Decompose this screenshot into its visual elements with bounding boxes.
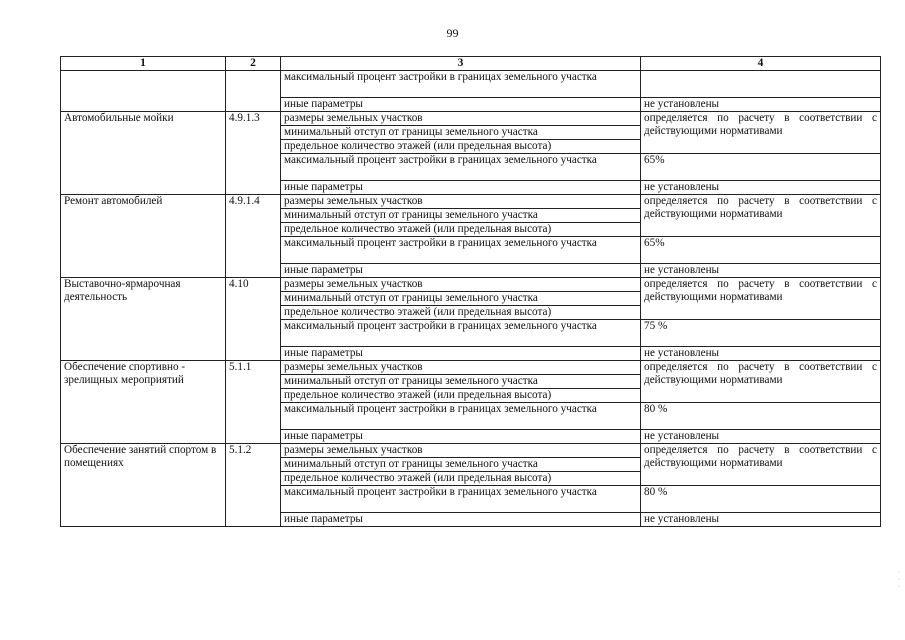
use-name-cell [61,71,226,112]
param-cell: размеры земельных участков [281,278,641,292]
param-cell: предельное количество этажей (или предельная высота) [281,223,641,237]
value-cell: не установлены [641,430,881,444]
value-cell: не установлены [641,347,881,361]
param-cell: иные параметры [281,513,641,527]
value-cell: не установлены [641,181,881,195]
scan-margin-marks: · · · [898,570,900,590]
param-cell: максимальный процент застройки в границах земельного участка [281,486,641,513]
param-cell: иные параметры [281,264,641,278]
header-row [61,57,881,71]
header-col-3: 3 [281,57,641,71]
value-cell: 75 % [641,320,881,347]
table-row [61,278,881,292]
param-cell: максимальный процент застройки в границах земельного участка [281,237,641,264]
use-code-cell: 4.10 [226,278,281,361]
param-cell: максимальный процент застройки в границах земельного участка [281,154,641,181]
param-cell: минимальный отступ от границы земельного участка [281,292,641,306]
value-cell: определяется по расчету в соответствии с действующими нормативами [641,278,881,320]
param-cell: минимальный отступ от границы земельного участка [281,209,641,223]
value-cell: определяется по расчету в соответствии с действующими нормативами [641,112,881,154]
param-cell: максимальный процент застройки в границах земельного участка [281,403,641,430]
param-cell: размеры земельных участков [281,361,641,375]
value-cell: не установлены [641,513,881,527]
param-cell: иные параметры [281,98,641,112]
param-cell: размеры земельных участков [281,444,641,458]
use-name-cell: Ремонт автомобилей [61,195,226,278]
param-cell: предельное количество этажей (или предельная высота) [281,472,641,486]
use-code-cell [226,71,281,112]
param-cell: предельное количество этажей (или предельная высота) [281,306,641,320]
value-cell: не установлены [641,98,881,112]
use-code-cell: 5.1.2 [226,444,281,527]
use-name-cell: Выставочно-ярмарочная деятельность [61,278,226,361]
param-cell: иные параметры [281,430,641,444]
table-row [61,195,881,209]
param-cell: минимальный отступ от границы земельного участка [281,458,641,472]
table-row [61,71,881,98]
header-col-4: 4 [641,57,881,71]
header-col-2: 2 [226,57,281,71]
page-number: 99 [446,26,459,40]
table-row [61,361,881,375]
param-cell: предельное количество этажей (или предельная высота) [281,389,641,403]
param-cell: максимальный процент застройки в границах земельного участка [281,320,641,347]
use-code-cell: 4.9.1.4 [226,195,281,278]
value-cell: 65% [641,237,881,264]
zoning-parameters-table [60,56,881,527]
table-row [61,444,881,458]
use-code-cell: 4.9.1.3 [226,112,281,195]
param-cell: размеры земельных участков [281,195,641,209]
param-cell: предельное количество этажей (или предельная высота) [281,140,641,154]
value-cell [641,71,881,98]
use-name-cell: Обеспечение спортивно - зрелищных мероприятий [61,361,226,444]
use-name-cell: Обеспечение занятий спортом в помещениях [61,444,226,527]
param-cell: размеры земельных участков [281,112,641,126]
value-cell: определяется по расчету в соответствии с действующими нормативами [641,361,881,403]
param-cell: минимальный отступ от границы земельного участка [281,126,641,140]
value-cell: 80 % [641,486,881,513]
param-cell: максимальный процент застройки в границах земельного участка [281,71,641,98]
table-row [61,112,881,126]
param-cell: иные параметры [281,181,641,195]
value-cell: 80 % [641,403,881,430]
use-name-cell: Автомобильные мойки [61,112,226,195]
value-cell: не установлены [641,264,881,278]
value-cell: определяется по расчету в соответствии с действующими нормативами [641,444,881,486]
use-code-cell: 5.1.1 [226,361,281,444]
param-cell: минимальный отступ от границы земельного участка [281,375,641,389]
value-cell: 65% [641,154,881,181]
header-col-1: 1 [61,57,226,71]
value-cell: определяется по расчету в соответствии с действующими нормативами [641,195,881,237]
param-cell: иные параметры [281,347,641,361]
